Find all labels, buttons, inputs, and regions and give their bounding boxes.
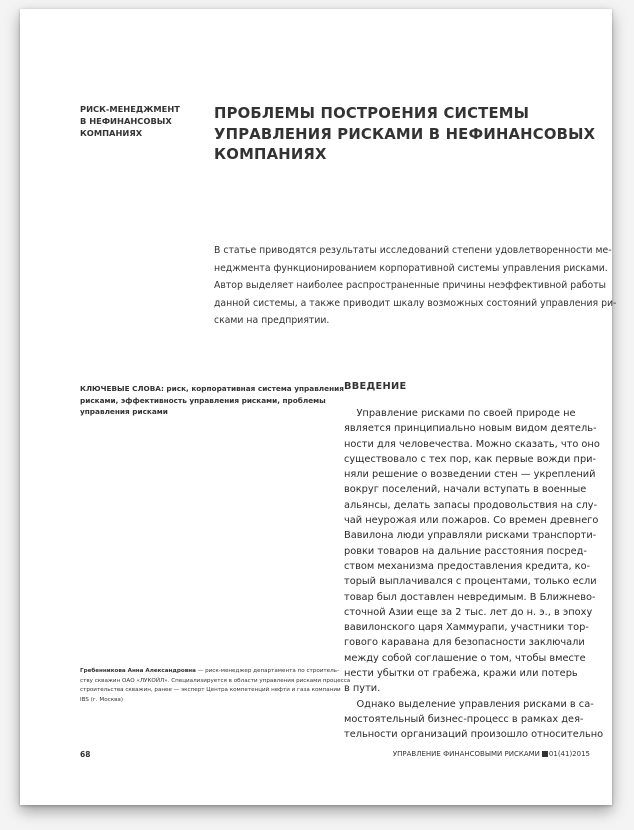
body-line: является принципиально новым видом деятель- (344, 423, 597, 435)
body-line: тельности организаций произошло относительно (344, 729, 604, 741)
body-line: ровки товаров на дальние расстояния посред- (344, 545, 587, 557)
body-line: чай неурожая или пожаров. Со времен древнего (344, 515, 599, 527)
title-line: ПРОБЛЕМЫ ПОСТРОЕНИЯ СИСТЕМЫ (214, 105, 530, 122)
body-line: Однако выделение управления рисками в са- (344, 698, 594, 710)
keywords-line: управления рисками (80, 407, 168, 417)
abstract-line: данной системы, а также приводит шкалу возможных состояний управления ри- (214, 297, 617, 309)
journal-page (20, 9, 617, 805)
author-line: ству скважин ОАО «ЛУКОЙЛ». Специализируется в области управления рисками процесса (80, 677, 351, 684)
author-line (80, 667, 339, 677)
body-line: вавилонского царя Хаммурапи, участники тор- (344, 622, 589, 634)
abstract-line: Автор выделяет наиболее распространенные причины неэффективной работы (214, 280, 606, 292)
keywords-line: рисками, эффективность управления рисками, проблемы (80, 395, 326, 405)
body-line: между собой соглашение о том, чтобы вместе (344, 652, 586, 664)
body-line: Управление рисками по своей природе не (344, 408, 576, 419)
rubric-line: РИСК-МЕНЕДЖМЕНТ (80, 104, 180, 114)
keywords-line: КЛЮЧЕВЫЕ СЛОВА: риск, корпоративная система управления (80, 384, 344, 393)
body-line: товар был доставлен невредимым. В Ближнево- (344, 591, 596, 603)
body-line: Вавилона люди управляли рисками транспорти- (344, 530, 597, 542)
body-line: вокруг поселений, начали вступать в военные (344, 484, 587, 496)
body-line: сточной Азии еще за 2 тыс. лет до н. э., в эпоху (344, 606, 593, 618)
author-bio (80, 667, 351, 705)
issue-number: 01(41)2015 (548, 750, 590, 758)
rubric-label (80, 104, 200, 139)
journal-name: УПРАВЛЕНИЕ ФИНАНСОВЫМИ РИСКАМИ (392, 750, 540, 758)
body-line: существовало с тех пор, как первые вожди при- (344, 453, 597, 465)
body-line: альянсы, делать запасы продовольствия на слу- (344, 499, 598, 511)
running-footer (393, 750, 590, 758)
title-line: УПРАВЛЕНИЯ РИСКАМИ В НЕФИНАНСОВЫХ (214, 125, 596, 143)
author-line: строительства скважин, ранее — эксперт Центра компетенций нефти и газа компании (80, 687, 341, 693)
article-abstract (214, 242, 617, 330)
author-name: Гребенникова Анна Александровна (80, 668, 196, 674)
abstract-line: неджмента функционированием корпоративной системы управления рисками. (214, 262, 608, 274)
body-line: ством механизма предоставления кредита, ко- (344, 560, 591, 572)
rubric-line: В НЕФИНАНСОВЫХ (80, 115, 172, 126)
section-heading: ВВЕДЕНИЕ (344, 381, 407, 392)
author-line-rest: — риск-менеджер департамента по строитель- (195, 668, 339, 674)
body-line: нести убытки от грабежа, кражи или потерь (344, 668, 578, 680)
body-text (344, 406, 604, 743)
keywords-block (80, 383, 344, 418)
author-line: IBS (г. Москва) (80, 696, 124, 703)
body-line: торый выплачивался с процентами, только если (344, 576, 597, 588)
article-title (214, 104, 594, 166)
square-separator-icon (542, 751, 548, 757)
body-line: няли решение о возведении стен — укреплений (344, 469, 596, 481)
body-line: мостоятельный бизнес-процесс в рамках дея- (344, 713, 584, 725)
page-number: 68 (80, 750, 91, 759)
body-line: ности для человечества. Можно сказать, что оно (344, 438, 600, 450)
title-line: КОМПАНИЯХ (214, 146, 327, 163)
body-line: в пути. (344, 683, 381, 695)
rubric-line: КОМПАНИЯХ (80, 127, 143, 138)
abstract-line: сками на предприятии. (214, 315, 330, 327)
body-line: гового каравана для безопасности заключали (344, 637, 585, 649)
abstract-line: В статье приводятся результаты исследований степени удовлетворенности ме- (214, 245, 612, 256)
